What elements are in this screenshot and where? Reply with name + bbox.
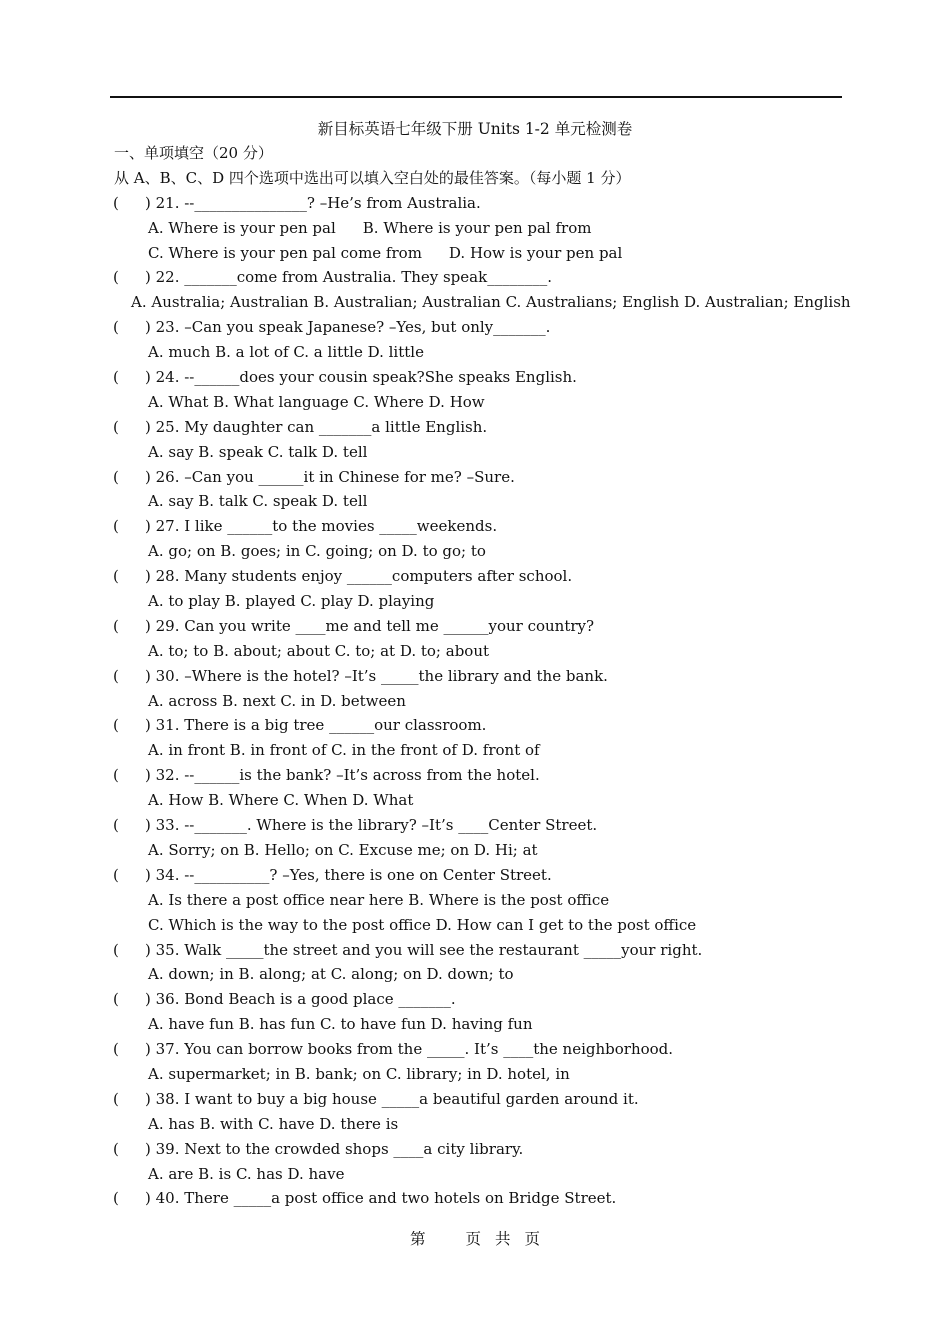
- question-item: [0, 191, 950, 216]
- answer-paren[interactable]: (: [113, 1089, 119, 1108]
- options-line: [0, 216, 950, 241]
- options-line[interactable]: C. Which is the way to the post office D. How can I get to the post office: [148, 915, 697, 934]
- question-stem: ) 39. Next to the crowded shops ____a city library.: [145, 1139, 524, 1158]
- question-stem: ) 26. –Can you ______it in Chinese for me? –Sure.: [145, 467, 515, 486]
- question-stem: ) 21. --_______________? –He’s from Australia.: [145, 193, 481, 212]
- options-line[interactable]: A. have fun B. has fun C. to have fun D. having fun: [148, 1015, 533, 1034]
- options-line[interactable]: A. How B. Where C. When D. What: [148, 791, 414, 810]
- option[interactable]: B. Where is your pen pal from: [362, 218, 592, 237]
- options-line[interactable]: A. say B. speak C. talk D. tell: [148, 442, 368, 461]
- option[interactable]: A. Where is your pen pal: [148, 218, 336, 237]
- question-stem: ) 23. –Can you speak Japanese? –Yes, but only_______.: [145, 318, 551, 337]
- question-item: [0, 415, 950, 440]
- question-item: [0, 863, 950, 888]
- question-item: [0, 987, 950, 1012]
- answer-paren[interactable]: (: [113, 766, 119, 785]
- question-stem: ) 33. --_______. Where is the library? –It’s ____Center Street.: [145, 816, 598, 835]
- question-item: [0, 265, 950, 290]
- options-line[interactable]: A. down; in B. along; at C. along; on D. down; to: [148, 965, 514, 984]
- question-item: [0, 938, 950, 963]
- answer-paren[interactable]: (: [113, 1189, 119, 1208]
- section-instruction: 从 A、B、C、D 四个选项中选出可以填入空白处的最佳答案。（每小题 1 分）: [114, 168, 631, 187]
- options-line[interactable]: A. say B. talk C. speak D. tell: [148, 492, 368, 511]
- question-section: [0, 141, 950, 1211]
- question-stem: ) 22. _______come from Australia. They speak________.: [145, 268, 552, 287]
- page-title: 新目标英语七年级下册 Units 1-2 单元检测卷: [317, 120, 633, 138]
- question-stem: ) 30. –Where is the hotel? –It’s _____the library and the bank.: [145, 666, 608, 685]
- question-stem: ) 36. Bond Beach is a good place _______.: [145, 990, 456, 1009]
- answer-paren[interactable]: (: [113, 517, 119, 536]
- options-line[interactable]: A. to; to B. about; about C. to; at D. to; about: [148, 641, 490, 660]
- answer-paren[interactable]: (: [113, 1040, 119, 1059]
- question-stem: ) 40. There _____a post office and two hotels on Bridge Street.: [145, 1189, 617, 1208]
- question-stem: ) 37. You can borrow books from the _____. It’s ____the neighborhood.: [145, 1040, 674, 1059]
- options-line: [0, 241, 950, 266]
- question-item: [0, 763, 950, 788]
- question-stem: ) 34. --__________? –Yes, there is one on Center Street.: [145, 865, 552, 884]
- answer-paren[interactable]: (: [113, 417, 119, 436]
- answer-paren[interactable]: (: [113, 1139, 119, 1158]
- answer-paren[interactable]: (: [113, 318, 119, 337]
- question-item: [0, 514, 950, 539]
- options-line[interactable]: A. Is there a post office near here B. Where is the post office: [148, 890, 610, 909]
- page-footer: [0, 1227, 950, 1249]
- question-item: [0, 614, 950, 639]
- section-heading: 一、单项填空（20 分）: [114, 144, 273, 162]
- question-item: [0, 315, 950, 340]
- answer-paren[interactable]: (: [113, 940, 119, 959]
- answer-paren[interactable]: (: [113, 268, 119, 287]
- footer-page-label: 第: [409, 1230, 426, 1248]
- question-item: [0, 664, 950, 689]
- header-rule: [110, 96, 842, 98]
- question-stem: ) 35. Walk _____the street and you will see the restaurant _____your right.: [145, 940, 703, 959]
- question-stem: ) 27. I like ______to the movies _____weekends.: [145, 517, 498, 536]
- question-item: [0, 1037, 950, 1062]
- options-line[interactable]: A. What B. What language C. Where D. How: [148, 392, 485, 411]
- question-stem: ) 25. My daughter can _______a little English.: [145, 417, 488, 436]
- options-line[interactable]: A. go; on B. goes; in C. going; on D. to go; to: [148, 542, 486, 561]
- answer-paren[interactable]: (: [113, 990, 119, 1009]
- question-item: [0, 713, 950, 738]
- answer-paren[interactable]: (: [113, 467, 119, 486]
- answer-paren[interactable]: (: [113, 816, 119, 835]
- question-item: [0, 1087, 950, 1112]
- question-item: [0, 1186, 950, 1211]
- question-stem: ) 24. --______does your cousin speak?She speaks English.: [145, 368, 577, 387]
- answer-paren[interactable]: (: [113, 716, 119, 735]
- question-item: [0, 813, 950, 838]
- answer-paren[interactable]: (: [113, 865, 119, 884]
- options-line[interactable]: A. Sorry; on B. Hello; on C. Excuse me; on D. Hi; at: [148, 840, 538, 859]
- question-stem: ) 28. Many students enjoy ______computers after school.: [145, 567, 573, 586]
- options-line[interactable]: A. has B. with C. have D. there is: [148, 1114, 399, 1133]
- option[interactable]: C. Where is your pen pal come from: [148, 243, 422, 262]
- answer-paren[interactable]: (: [113, 567, 119, 586]
- options-line[interactable]: A. supermarket; in B. bank; on C. library; in D. hotel, in: [148, 1064, 570, 1083]
- question-stem: ) 29. Can you write ____me and tell me ______your country?: [145, 616, 595, 635]
- answer-paren[interactable]: (: [113, 616, 119, 635]
- footer-total-label: 共: [495, 1230, 511, 1248]
- question-item: [0, 365, 950, 390]
- option[interactable]: D. How is your pen pal: [448, 243, 623, 262]
- question-stem: ) 32. --______is the bank? –It’s across from the hotel.: [145, 766, 540, 785]
- options-line[interactable]: A. are B. is C. has D. have: [148, 1164, 345, 1183]
- question-stem: ) 31. There is a big tree ______our classroom.: [145, 716, 487, 735]
- options-line[interactable]: A. to play B. played C. play D. playing: [148, 592, 435, 611]
- question-item: [0, 465, 950, 490]
- options-line[interactable]: A. across B. next C. in D. between: [148, 691, 406, 710]
- options-line[interactable]: A. Australia; Australian B. Australian; Australian C. Australians; English D. Australian; English: [131, 293, 851, 312]
- answer-paren[interactable]: (: [113, 193, 119, 212]
- footer-total-unit: 页: [524, 1230, 541, 1248]
- answer-paren[interactable]: (: [113, 368, 119, 387]
- footer-page-unit: 页: [465, 1230, 481, 1248]
- answer-paren[interactable]: (: [113, 666, 119, 685]
- options-line[interactable]: A. much B. a lot of C. a little D. little: [148, 343, 424, 362]
- question-item: [0, 564, 950, 589]
- question-item: [0, 1137, 950, 1162]
- question-stem: ) 38. I want to buy a big house _____a beautiful garden around it.: [145, 1089, 639, 1108]
- options-line[interactable]: A. in front B. in front of C. in the front of D. front of: [148, 741, 540, 760]
